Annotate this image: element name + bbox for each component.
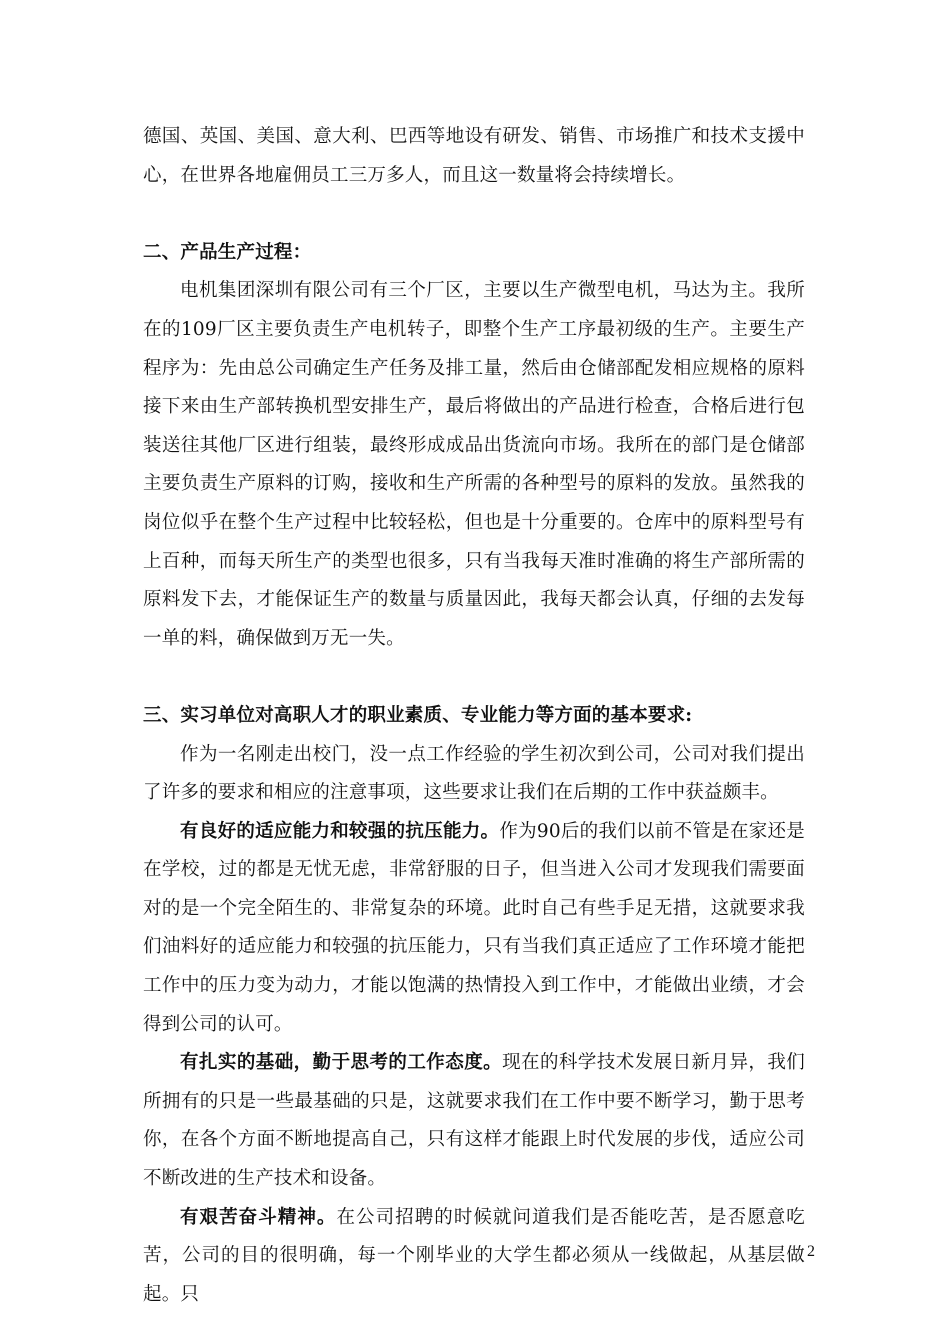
requirement-paragraph xyxy=(143,813,805,1045)
requirement-text: 作为90后的我们以前不管是在家还是在学校，过的都是无忧无虑，非常舒服的日子，但当进入公司才发现我们需要面对的是一个完全陌生的、非常复杂的环境。此时自己有些手足无措，这就要求我们油料好的适应能力和较强的抗压能力，只有当我们真正适应了工作环境才能把工作中的压力变为动力，才能以饱满的热情投入到工作中，才能做出业绩，才会得到公司的认可。 xyxy=(143,820,805,1035)
section-3-intro-paragraph: 作为一名刚走出校门，没一点工作经验的学生初次到公司，公司对我们提出了许多的要求和相应的注意事项，这些要求让我们在后期的工作中获益颇丰。 xyxy=(143,743,805,804)
requirement-paragraph xyxy=(143,1044,805,1198)
requirement-paragraph xyxy=(143,1199,805,1315)
requirement-text: 现在的科学技术发展日新月异，我们所拥有的只是一些最基础的只是，这就要求我们在工作中要不断学习，勤于思考你，在各个方面不断地提高自己，只有这样才能跟上时代发展的步伐，适应公司不断改进的生产技术和设备。 xyxy=(143,1052,805,1190)
section-2-paragraph: 电机集团深圳有限公司有三个厂区，主要以生产微型电机，马达为主。我所在的109厂区主要负责生产电机转子，即整个生产工序最初级的生产。主要生产程序为：先由总公司确定生产任务及排工量，然后由仓储部配发相应规格的原料接下来由生产部转换机型安排生产，最后将做出的产品进行检查，合格后进行包装送往其他厂区进行组装，最终形成成品出货流向市场。我所在的部门是仓储部主要负责生产原料的订购，接收和生产所需的各种型号的原料的发放。虽然我的岗位似乎在整个生产过程中比较轻松，但也是十分重要的。仓库中的原料型号有上百种，而每天所生产的类型也很多，只有当我每天准时准确的将生产部所需的原料发下去，才能保证生产的数量与质量因此，我每天都会认真，仔细的去发每一单的料，确保做到万无一失。 xyxy=(143,280,805,649)
section-3-heading: 三、实习单位对高职人才的职业素质、专业能力等方面的基本要求: xyxy=(143,704,693,726)
document-body xyxy=(143,118,805,1314)
requirement-lead: 有艰苦奋斗精神。 xyxy=(180,1206,337,1228)
spacer xyxy=(143,658,805,697)
page-number: 2 xyxy=(807,1243,815,1260)
requirement-lead: 有良好的适应能力和较强的抗压能力。 xyxy=(180,820,500,842)
spacer xyxy=(143,195,805,234)
section-2-heading: 二、产品生产过程： xyxy=(143,241,312,263)
intro-paragraph: 德国、英国、美国、意大利、巴西等地设有研发、销售、市场推广和技术支援中心，在世界各地雇佣员工三万多人，而且这一数量将会持续增长。 xyxy=(143,126,805,186)
requirement-lead: 有扎实的基础，勤于思考的工作态度。 xyxy=(180,1052,503,1074)
requirement-text: 在公司招聘的时候就问道我们是否能吃苦，是否愿意吃苦，公司的目的很明确，每一个刚毕业的大学生都必须从一线做起，从基层做起。只 xyxy=(143,1206,805,1305)
